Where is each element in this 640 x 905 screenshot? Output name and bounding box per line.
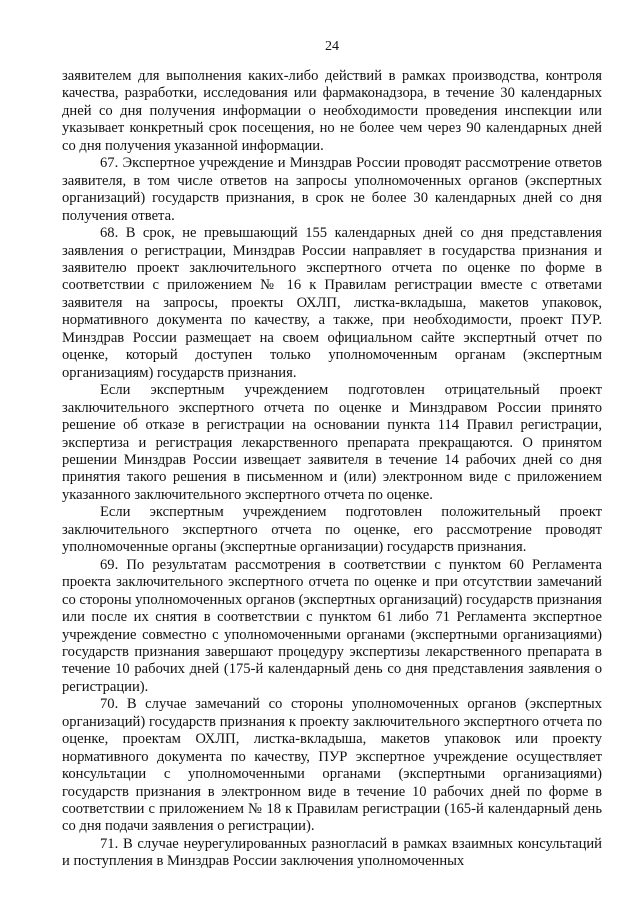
paragraph-71: 71. В случае неурегулированных разногласий в рамках взаимных консультаций и поступления в Минздрав России заключения уполномоченных <box>62 835 602 870</box>
paragraph-69: 69. По результатам рассмотрения в соответствии с пунктом 60 Регламента проекта заключительного экспертного отчета по оценке и при отсутствии замечаний со стороны уполномоченных органов (экспертных организаций) государств признания или после их снятия в соответствии с пунктом 61 либо 71 Регламента экспертное учреждение совместно с уполномоченными органами (экспертными организациями) государств признания завершают процедуру экспертизы лекарственного препарата в течение 10 рабочих дней (175-й календарный день со дня представления заявления о регистрации). <box>62 556 602 695</box>
paragraph-68-positive-report: Если экспертным учреждением подготовлен положительный проект заключительного экспертного отчета по оценке, его рассмотрение проводят уполномоченные органы (экспертные организации) государств признания. <box>62 504 602 556</box>
page-number: 24 <box>325 39 339 54</box>
document-body <box>62 68 602 871</box>
paragraph-continuation: заявителем для выполнения каких-либо действий в рамках производства, контроля качества, разработки, исследования или фармаконадзора, в течение 30 календарных дней со дня получения информации о необходимости проведения инспекции или указывает конкретный срок посещения, но не более чем через 90 календарных дней со дня получения указанной информации. <box>62 68 602 154</box>
paragraph-68-negative-report: Если экспертным учреждением подготовлен отрицательный проект заключительного экспертного отчета по оценке и Минздравом России принято решение об отказе в регистрации на основании пункта 114 Правил регистрации, экспертиза и регистрация лекарственного препарата прекращаются. О принятом решении Минздрав России извещает заявителя в течение 14 рабочих дней со дня принятия такого решения в письменном и (или) электронном виде с приложением указанного заключительного экспертного отчета по оценке. <box>62 382 602 503</box>
paragraph-67: 67. Экспертное учреждение и Минздрав России проводят рассмотрение ответов заявителя, в том числе ответов на запросы уполномоченных органов (экспертных организаций) государств признания, в срок не более 30 календарных дней со дня получения ответа. <box>62 155 602 224</box>
paragraph-70: 70. В случае замечаний со стороны уполномоченных органов (экспертных организаций) государств признания к проекту заключительного экспертного отчета по оценке, проектам ОХЛП, листка-вкладыша, макетов упаковок или проекту нормативного документа по качеству, ПУР экспертное учреждение осуществляет консультации с уполномоченными органами (экспертными организациями) государств признания в электронном виде в течение 10 рабочих дней по форме в соответствии с приложением № 18 к Правилам регистрации (165-й календарный день со дня подачи заявления о регистрации). <box>62 696 602 835</box>
paragraph-68: 68. В срок, не превышающий 155 календарных дней со дня представления заявления о регистрации, Минздрав России направляет в государства признания и заявителю проект заключительного экспертного отчета по оценке по форме в соответствии с приложением № 16 к Правилам регистрации вместе с ответами заявителя на запросы, проекты ОХЛП, листка-вкладыша, макетов упаковок, нормативного документа по качеству, а также, при необходимости, проект ПУР. Минздрав России размещает на своем официальном сайте экспертный отчет по оценке, который доступен только уполномоченным органам (экспертным организациям) государств признания. <box>62 225 602 381</box>
